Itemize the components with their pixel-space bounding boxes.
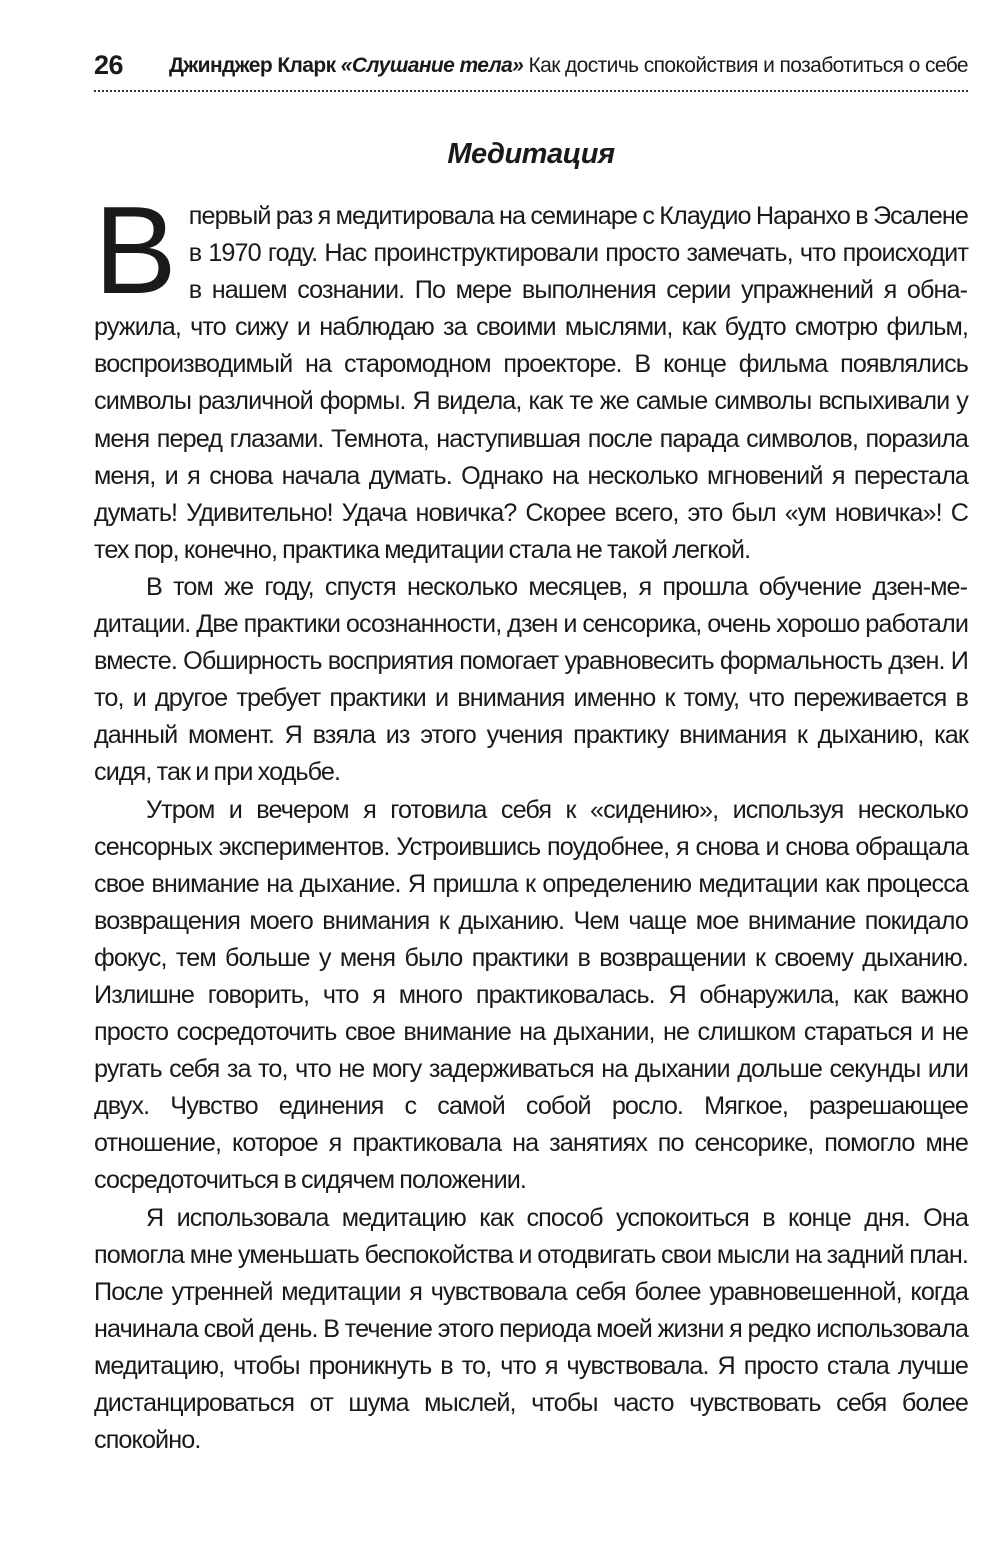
paragraph-4: Я использовала медитацию как способ успокоиться в конце дня. Она помогла мне уменьшать беспокойства и отодвигать свои мысли на задний план. После утренней медитации я чувствовала себя более уравновешенной, когда начинала свой день. В течение этого периода моей жизни я редко использовала медитацию, чтобы проникнуть в то, что я чувствовала. Я просто стала лучше дистанцироваться от шума мыслей, чтобы часто чувствовать себя более спокойно. [94, 1203, 968, 1455]
header-book-title: «Слушание тела» [340, 54, 524, 77]
drop-cap: В [94, 182, 177, 320]
running-header [94, 50, 968, 90]
running-head-text [169, 54, 968, 78]
header-author: Джинджер Кларк [169, 54, 336, 77]
header-subtitle: Как достичь спокойствия и позаботиться о себе [528, 54, 968, 77]
header-dotted-rule [94, 90, 968, 92]
section-title: Медитация [447, 138, 615, 170]
page-number: 26 [94, 50, 124, 80]
paragraph-1 [94, 182, 968, 569]
paragraph-2: В том же году, спустя несколько месяцев, я прошла обучение дзен-медитации. Две практики осознанности, дзен и сенсорика, очень хорошо работали вместе. Обширность восприятия помогает уравновесить формальность дзен. И то, и другое требует практики и внимания именно к тому, что переживается в данный момент. Я взяла из этого учения практику внимания к дыханию, как сидя, так и при ходьбе. [94, 572, 968, 787]
body-text [94, 182, 968, 1459]
paragraph-text: первый раз я медитировала на семинаре с Клаудио Наранхо в Эсалене в 1970 году. Нас проинструктировали просто замечать, что происходит в нашем сознании. По мере выполнения серии упражнений я обнаружила, что сижу и наблюдаю за своими мыслями, как будто смотрю фильм, воспроизводимый на старомодном проекторе. В конце фильма появлялись символы различной формы. Я видела, как те же самые символы вспыхивали у меня перед глазами. Темнота, наступившая после парада символов, поразила меня, и я снова начала думать. Однако на несколько мгновений я перестала думать! Удивительно! Удача новичка? Скорее всего, это был «ум новичка»! С тех пор, конечно, практика медитации стала не такой легкой. [94, 202, 968, 564]
paragraph-3: Утром и вечером я готовила себя к «сидению», используя несколько сенсорных экспериментов. Устроившись поудобнее, я снова и снова обращала свое внимание на дыхание. Я пришла к определению медитации как процесса возвращения моего внимания к дыханию. Чем чаще мое внимание покидало фокус, тем больше у меня было практики в возвращении к своему дыханию. Излишне говорить, что я много практиковалась. Я обнаружила, как важно просто сосредоточить свое внимание на дыхании, не слишком стараться и не ругать себя за то, что не могу задерживаться на дыхании дольше секунды или двух. Чувство единения с самой собой росло. Мягкое, разрешающее отношение, которое я практиковала на занятиях по сенсорике, помогло мне сосредоточиться в сидячем положении. [94, 795, 968, 1195]
